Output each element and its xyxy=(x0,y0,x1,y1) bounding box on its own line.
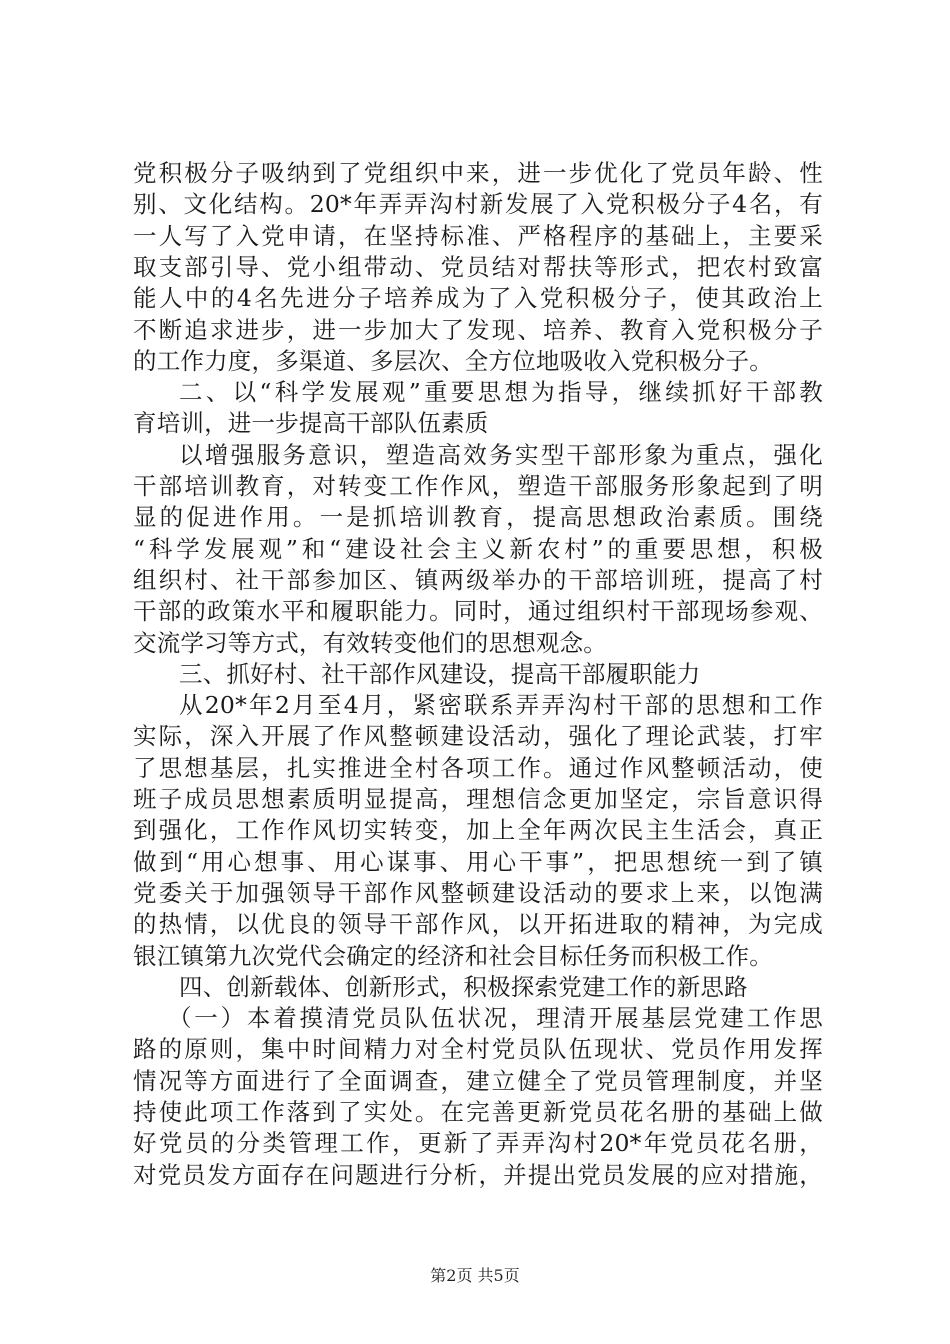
text-line: 党委关于加强领导干部作风整顿建设活动的要求上来，以饱满 xyxy=(133,878,823,907)
page-footer: 第2页 共5页 xyxy=(430,1266,520,1285)
text-line: 了思想基层，扎实推进全村各项工作。通过作风整顿活动，使 xyxy=(133,753,823,782)
text-line: （一）本着摸清党员队伍状况，理清开展基层党建工作思 xyxy=(168,1004,823,1033)
section-heading: 二、以“科学发展观”重要思想为指导，继续抓好干部教 xyxy=(179,378,823,407)
text-line: 好党员的分类管理工作，更新了弄弄沟村20*年党员花名册， xyxy=(133,1129,823,1158)
text-line: “科学发展观”和“建设社会主义新农村”的重要思想，积极 xyxy=(133,534,823,563)
text-line: 组织村、社干部参加区、镇两级举办的干部培训班，提高了村 xyxy=(133,565,823,594)
text-line: 干部的政策水平和履职能力。同时，通过组织村干部现场参观、 xyxy=(133,597,823,626)
text-line: 实际，深入开展了作风整顿建设活动，强化了理论武装，打牢 xyxy=(133,722,823,751)
text-line: 的热情，以优良的领导干部作风，以开拓进取的精神，为完成 xyxy=(133,910,823,939)
text-line: 一人写了入党申请，在坚持标准、严格程序的基础上，主要采 xyxy=(133,221,823,250)
section-heading: 育培训，进一步提高干部队伍素质 xyxy=(133,409,489,438)
section-heading: 三、抓好村、社干部作风建设，提高干部履职能力 xyxy=(179,659,701,688)
text-line: 持使此项工作落到了实处。在完善更新党员花名册的基础上做 xyxy=(133,1098,823,1126)
text-line: 显的促进作用。一是抓培训教育，提高思想政治素质。围绕 xyxy=(133,503,823,532)
section-heading: 四、创新载体、创新形式，积极探索党建工作的新思路 xyxy=(179,972,748,1001)
text-line: 情况等方面进行了全面调查，建立健全了党员管理制度，并坚 xyxy=(133,1066,823,1095)
text-line: 从20*年2月至4月，紧密联系弄弄沟村干部的思想和工作 xyxy=(179,691,823,720)
text-line: 干部培训教育，对转变工作作风，塑造干部服务形象起到了明 xyxy=(133,472,823,500)
text-line: 做到“用心想事、用心谋事、用心干事”，把思想统一到了镇 xyxy=(133,847,823,876)
text-line: 的工作力度，多渠道、多层次、全方位地吸收入党积极分子。 xyxy=(133,346,773,375)
text-line: 以增强服务意识，塑造高效务实型干部形象为重点，强化 xyxy=(179,440,823,469)
text-line: 能人中的4名先进分子培养成为了入党积极分子，使其政治上 xyxy=(133,284,823,313)
text-line: 交流学习等方式，有效转变他们的思想观念。 xyxy=(133,628,607,657)
text-line: 党积极分子吸纳到了党组织中来，进一步优化了党员年龄、性 xyxy=(133,159,823,187)
text-line: 银江镇第九次党代会确定的经济和社会目标任务而积极工作。 xyxy=(133,941,773,970)
text-line: 取支部引导、党小组带动、党员结对帮扶等形式，把农村致富 xyxy=(133,252,823,281)
text-line: 别、文化结构。20*年弄弄沟村新发展了入党积极分子4名，有 xyxy=(133,190,823,219)
text-line: 不断追求进步，进一步加大了发现、培养、教育入党积极分子 xyxy=(133,315,823,344)
text-line: 路的原则，集中时间精力对全村党员队伍现状、党员作用发挥 xyxy=(133,1035,823,1064)
text-line: 对党员发方面存在问题进行分析，并提出党员发展的应对措施， xyxy=(133,1160,823,1189)
text-line: 到强化，工作作风切实转变，加上全年两次民主生活会，真正 xyxy=(133,816,823,845)
text-line: 班子成员思想素质明显提高，理想信念更加坚定，宗旨意识得 xyxy=(133,785,823,813)
